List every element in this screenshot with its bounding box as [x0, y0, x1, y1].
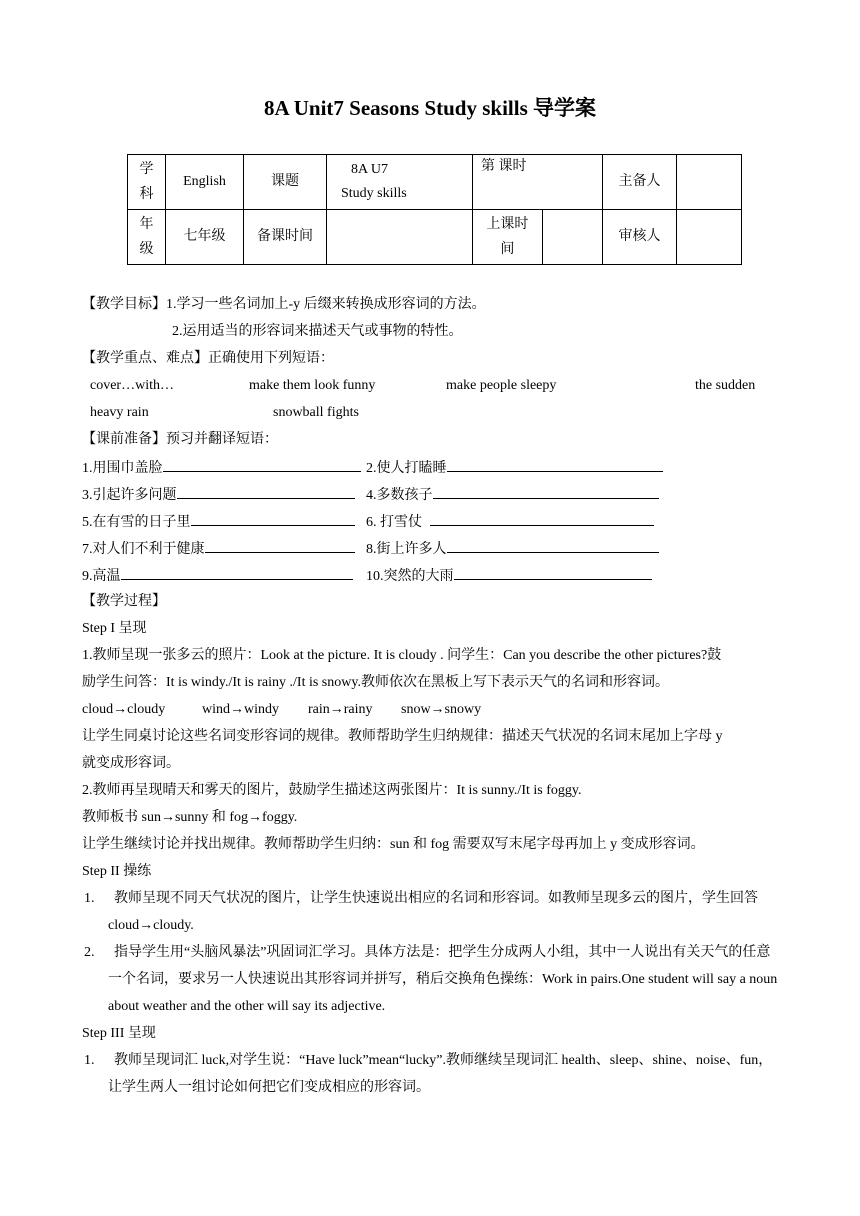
phrase: make them look funny: [249, 378, 376, 393]
prep-item: 2.使人打瞌睡: [366, 457, 663, 479]
lesson-info-table: [127, 154, 742, 265]
grade-label: 年级: [139, 217, 154, 257]
step-1-heading: Step I 呈现: [82, 621, 147, 636]
grade-label-cell: [128, 210, 166, 265]
step-1-paragraph: 1.教师呈现一张多云的照片：Look at the picture. It is cloudy . 问学生：Can you describe the other pictures?鼓: [82, 648, 722, 663]
subject-value: English: [166, 155, 244, 210]
step-2-item: 指导学生用“头脑风暴法”巩固词汇学习。具体方法是：把学生分成两人小组，其中一人说出有关天气的任意一个名词，要求另一人快速说出其形容词并拼写，稍后交换角色操练：Work in pairs.One student will say a noun about weather and the other will say its adjective.: [108, 945, 778, 1014]
topic-line2: Study skills: [341, 186, 407, 201]
step-1-paragraph: 让学生继续讨论并找出规律。教师帮助学生归纳：sun 和 fog 需要双写末尾字母再加上 y 变成形容词。: [82, 837, 705, 852]
prep-label: 【课前准备】预习并翻译短语：: [82, 432, 278, 447]
step-3-item: 教师呈现词汇 luck,对学生说：“Have luck”mean“lucky”.教师继续呈现词汇 health、sleep、shine、noise、fun，让学生两人一组讨论如何把它们变成相应的形容词。: [108, 1053, 773, 1095]
topic-label: 课题: [244, 155, 327, 210]
step-1-paragraph: 2.教师再呈现晴天和雾天的图片，鼓励学生描述这两张图片：It is sunny./It is foggy.: [82, 783, 582, 798]
objective-1: 1.学习一些名词加上-y 后缀来转换成形容词的方法。: [166, 297, 486, 312]
grade-value: 七年级: [166, 210, 244, 265]
keypoints-label: 【教学重点、难点】正确使用下列短语：: [82, 351, 334, 366]
reviewer-value: [677, 210, 742, 265]
step-1-paragraph: 就变成形容词。: [82, 756, 180, 771]
list-number: 2.: [84, 945, 95, 960]
step-2-item: 教师呈现不同天气状况的图片，让学生快速说出相应的名词和形容词。如教师呈现多云的图片，学生回答 cloud→cloudy.: [108, 891, 758, 933]
class-time-value: [542, 210, 602, 265]
phrase: the sudden: [695, 378, 756, 393]
class-time-label-cell: [473, 210, 543, 265]
step-1-paragraph: 教师板书 sun→sunny 和 fog→foggy.: [82, 810, 298, 825]
word-pair: wind→windy: [202, 702, 279, 717]
prep-item: 6. 打雪仗: [366, 511, 654, 533]
list-number: 1.: [84, 1053, 95, 1068]
subject-label: 学科: [139, 162, 154, 202]
topic-line1: 8A U7: [351, 162, 388, 177]
word-pair: snow→snowy: [401, 702, 482, 717]
phrase: heavy rain: [90, 405, 149, 420]
prep-item: 9.高温: [82, 565, 353, 587]
list-number: 1.: [84, 891, 95, 906]
page-title: 8A Unit7 Seasons Study skills 导学案: [263, 96, 596, 120]
prep-time-value: [327, 210, 473, 265]
step-1-paragraph: 让学生同桌讨论这些名词变形容词的规律。教师帮助学生归纳规律：描述天气状况的名词末尾加上字母 y: [82, 729, 723, 744]
preparer-label: 主备人: [603, 155, 677, 210]
phrase: cover…with…: [90, 378, 174, 393]
objective-2: 2.运用适当的形容词来描述天气或事物的特性。: [172, 324, 463, 339]
phrase: snowball fights: [273, 405, 359, 420]
prep-item: 3.引起许多问题: [82, 484, 355, 506]
prep-item: 8.街上许多人: [366, 538, 659, 560]
process-label: 【教学过程】: [82, 594, 166, 609]
word-pair: cloud→cloudy: [82, 702, 166, 717]
phrase: make people sleepy: [446, 378, 557, 393]
prep-time-label: 备课时间: [244, 210, 327, 265]
prep-item: 7.对人们不利于健康: [82, 538, 355, 560]
prep-item: 4.多数孩子: [366, 484, 659, 506]
step-2-heading: Step II 操练: [82, 864, 152, 879]
word-pair: rain→rainy: [308, 702, 373, 717]
class-time-label: 上课时间: [486, 217, 529, 257]
preparer-value: [677, 155, 742, 210]
period-label: 第 课时: [473, 155, 603, 210]
objectives-label: 【教学目标】: [82, 297, 166, 312]
reviewer-label: 审核人: [603, 210, 677, 265]
prep-item: 10.突然的大雨: [366, 565, 652, 587]
prep-item: 5.在有雪的日子里: [82, 511, 355, 533]
step-1-paragraph: 励学生问答：It is windy./It is rainy ./It is snowy.教师依次在黑板上写下表示天气的名词和形容词。: [82, 675, 669, 690]
prep-item: 1.用围巾盖脸: [82, 457, 361, 479]
objectives-section: [82, 295, 486, 315]
step-3-heading: Step III 呈现: [82, 1026, 156, 1041]
subject-label-cell: [128, 155, 166, 210]
topic-value-cell: [327, 155, 473, 210]
